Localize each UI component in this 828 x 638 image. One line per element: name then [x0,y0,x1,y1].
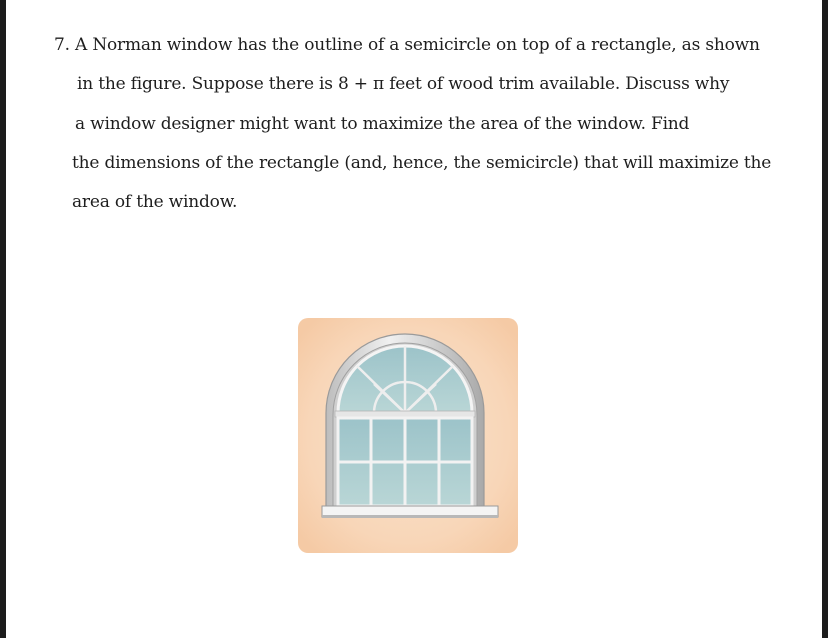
problem-number: 7. [54,35,70,55]
transom-bar [335,411,475,417]
problem-line-4: the dimensions of the rectangle (and, hence, the semicircle) that will maximize the [72,153,772,173]
problem-text-1: A Norman window has the outline of a semicircle on top of a rectangle, as shown [75,35,760,55]
problem-line-5: area of the window. [72,192,238,212]
problem-line-1 [54,35,760,55]
sill-shadow [322,515,498,518]
document-page [6,0,822,638]
problem-line-3: a window designer might want to maximize the area of the window. Find [75,114,690,134]
norman-window-icon [298,318,518,553]
problem-line-2: in the figure. Suppose there is 8 + π feet of wood trim available. Discuss why [77,74,730,94]
norman-window-figure [298,318,518,553]
